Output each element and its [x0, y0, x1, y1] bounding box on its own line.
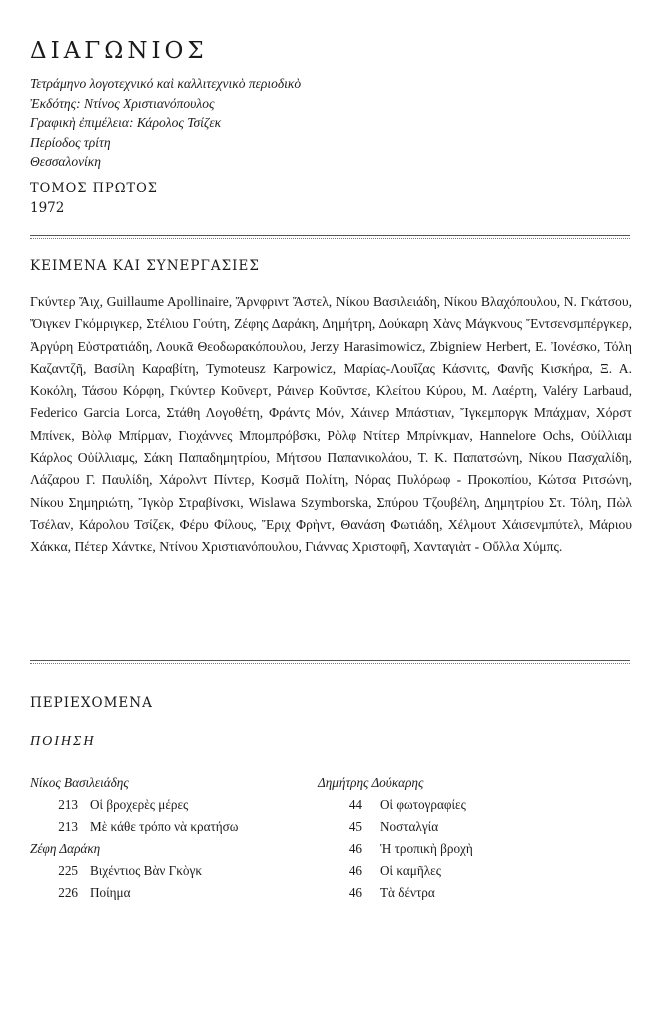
toc-page: 44: [348, 797, 362, 812]
toc-page: 46: [348, 863, 362, 878]
journal-title: ΔΙΑΓΩΝΙΟΣ: [30, 38, 208, 64]
toc-page: 213: [58, 797, 78, 812]
year-label: 1972: [30, 199, 65, 216]
toc-entry: [318, 794, 538, 816]
publisher-line: Ἐκδότης: Ντίνος Χριστιανόπουλος: [30, 95, 215, 111]
subtitle-line: Τετράμηνο λογοτεχνικό καὶ καλλιτεχνικὸ περιοδικὸ: [30, 76, 302, 91]
toc-entry: [318, 860, 538, 882]
toc-title: Τὰ δέντρα: [380, 885, 435, 900]
toc-entry: [30, 794, 250, 816]
toc-title: Οἱ καμῆλες: [380, 863, 441, 878]
masthead: [30, 38, 630, 216]
toc-page: 46: [348, 885, 362, 900]
contents-heading: ΠΕΡΙΕΧΟΜΕΝΑ: [30, 695, 153, 711]
toc-page: 213: [58, 819, 78, 834]
toc-title: Ἡ τροπικὴ βροχὴ: [380, 841, 473, 856]
toc-entry: [318, 838, 538, 860]
toc-entry: [318, 882, 538, 904]
toc-title: Οἱ βροχερὲς μέρες: [90, 797, 189, 812]
toc-author: Ζέφη Δαράκη: [30, 841, 101, 856]
toc-title: Οἱ φωτογραφίες: [380, 797, 466, 812]
divider-rule: [30, 660, 630, 664]
volume-label: ΤΟΜΟΣ ΠΡΩΤΟΣ: [30, 180, 159, 196]
toc-author: Δημήτρης Δούκαρης: [318, 775, 424, 790]
toc-title: Νοσταλγία: [380, 819, 439, 834]
toc-page: 46: [348, 841, 362, 856]
toc-column-right: [318, 772, 538, 904]
design-line: Γραφικὴ ἐπιμέλεια: Κάρολος Τσίζεκ: [30, 115, 222, 130]
poetry-heading: ΠΟΙΗΣΗ: [30, 734, 96, 749]
period-line: Περίοδος τρίτη: [30, 134, 111, 150]
toc-title: Βιχέντιος Βὰν Γκὸγκ: [90, 863, 202, 878]
toc-page: 225: [58, 863, 78, 878]
toc-column-left: [30, 772, 250, 904]
toc-title: Μὲ κάθε τρόπο νὰ κρατήσω: [90, 819, 239, 834]
toc-entry: [318, 816, 538, 838]
toc-page: 45: [348, 819, 362, 834]
divider-rule: [30, 235, 630, 239]
toc-entry: [30, 816, 250, 838]
toc-title: Ποίημα: [90, 885, 131, 900]
city-line: Θεσσαλονίκη: [30, 154, 101, 169]
toc-page: 226: [58, 885, 78, 900]
contributors-list: Γκύντερ Ἄιχ, Guillaume Apollinaire, Ἄρνφριντ Ἄστελ, Νίκου Βασιλειάδη, Νίκου Βλαχόπουλου, Ν. Γκάτσου, Ὄιγκεν Γκόμριγκερ, Στέλιου Γούτη, Ζέφης Δαράκη, Δημήτρη, Δούκαρη Χὰνς Μάγκνους Ἔντσενσμπέργκερ, Ἀργύρη Εὐστρατιάδη, Λουκᾶ Θεοδωρακόπουλου, Jerzy Harasimowicz, Zbigniew Herbert, Ε. Ἰονέσκο, Τόλη Καζαντζῆ, Βασίλη Καραβίτη, Tymoteusz Karpowicz, Μαρίας-Λουΐζας Κάσνιτς, Φανῆς Κισκήρα, Ξ. Α. Κοκόλη, Τάσου Κόρφη, Γκύντερ Κοῦνερτ, Ράινερ Κοῦντσε, Κλείτου Κύρου, Μ. Λαέρτη, Valéry Larbaud, Federico Garcia Lorca, Στάθη Λογοθέτη, Φράντς Μόν, Χάινερ Μπάστιαν, Ἴγκεμποργκ Μπάχμαν, Χόρστ Μπίνεκ, Βὸλφ Μπίρμαν, Γιοχάννες Μπομπρόβσκι, Ρὸλφ Ντίτερ Μπρίνκμαν, Hannelore Ochs, Οὐίλλιαμ Κάρλος Οὐίλλιαμς, Σάκη Παπαδημητρίου, Μήτσου Παπανικολάου, Τ. Κ. Παπατσώνη, Νίκου Πασχαλίδη, Λάζαρου Γ. Παυλίδη, Χάρολντ Πίντερ, Κοσμᾶ Πολίτη, Νόρας Πυλόρωφ - Προκοπίου, Κώτσα Ριτσώνη, Νίκου Σημηριώτη, Ἴγκὸρ Στραβίνσκι, Wislawa Szymborska, Σπύρου Τζουβέλη, Δημητρίου Στ. Τόλη, Πὼλ Τσέλαν, Κάρολου Τσίζεκ, Φέρυ Φίλους, Ἔριχ Φρὴντ, Θανάση Φωτιάδη, Χέλμουτ Χάισενμπύτελ, Μάριου Χάκκα, Πέτερ Χάντκε, Ντίνου Χριστιανόπουλου, Γιάννας Χριστοφῆ, Χανταγιὰτ - Οὔλλα Χύμπς.: [30, 294, 632, 555]
toc-entry: [30, 882, 250, 904]
toc-author: Νίκος Βασιλειάδης: [30, 775, 129, 790]
toc-entry: [30, 860, 250, 882]
contributors-heading: ΚΕΙΜΕΝΑ ΚΑΙ ΣΥΝΕΡΓΑΣΙΕΣ: [30, 258, 260, 274]
